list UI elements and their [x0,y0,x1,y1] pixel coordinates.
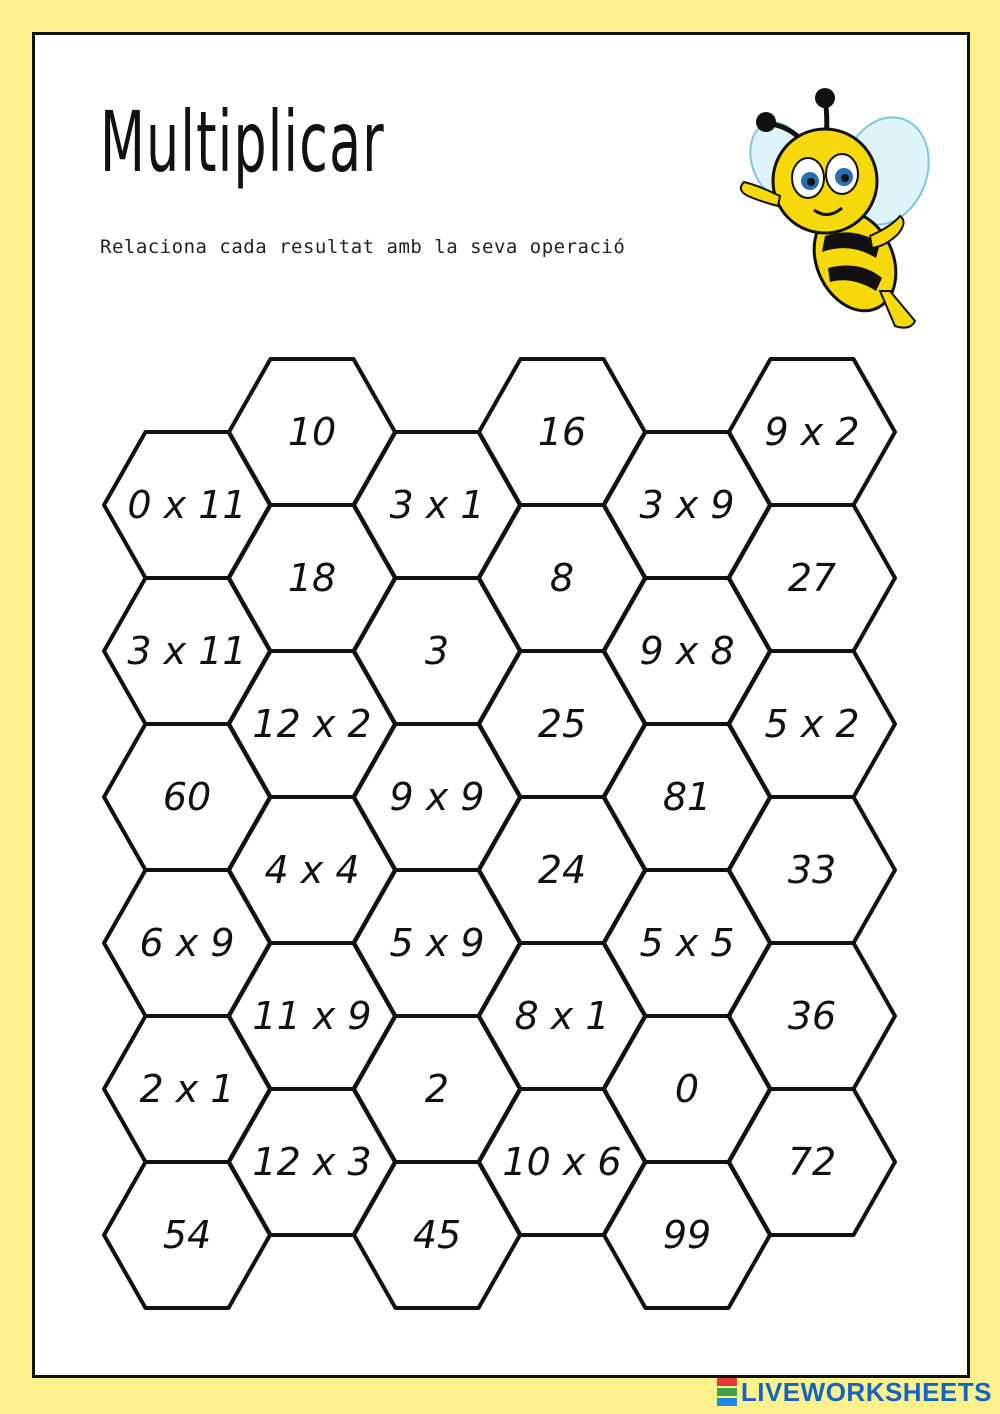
hex-label: 3 x 1 [389,483,485,527]
hex-label: 25 [537,702,587,746]
hex-label: 3 x 9 [639,483,735,527]
brand-name: LIVEWORKSHEETS [740,1376,992,1407]
hex-label: 10 [287,410,337,454]
hex-label: 36 [787,994,837,1038]
instructions: Relaciona cada resultat amb la seva operació [100,236,626,258]
hex-label: 45 [412,1213,462,1257]
hex-label: 16 [537,410,587,454]
hex-label: 9 x 2 [764,410,860,454]
hex-label: 2 [424,1067,450,1111]
hex-label: 5 x 5 [639,921,735,965]
hex-label: 24 [537,848,587,892]
hex-label: 3 [424,629,450,673]
hex-label: 18 [287,556,337,600]
hex-label: 81 [662,775,712,819]
hex-label: 6 x 9 [139,921,235,965]
hex-label: 2 x 1 [139,1067,235,1111]
page-title: Multiplicar [100,93,385,191]
hex-label: 0 [674,1067,700,1111]
hex-label: 99 [662,1213,712,1257]
hex-label: 8 x 1 [514,994,610,1038]
hex-label: 10 x 6 [502,1140,622,1184]
hex-label: 0 x 11 [127,483,247,527]
hex-label: 9 x 8 [639,629,735,673]
hex-label: 54 [162,1213,212,1257]
hex-label: 27 [787,556,837,600]
hex-label: 4 x 4 [264,848,360,892]
hex-label: 3 x 11 [127,629,247,673]
hex-label: 8 [549,556,575,600]
hex-label: 33 [787,848,837,892]
hex-label: 5 x 2 [764,702,860,746]
liveworksheets-logo [717,1376,992,1408]
hex-label: 12 x 3 [252,1140,372,1184]
hex-label: 11 x 9 [252,994,372,1038]
hex-label: 9 x 9 [389,775,485,819]
liveworksheets-logo-icon [717,1378,737,1406]
hex-label: 60 [162,775,212,819]
hex-label: 5 x 9 [389,921,485,965]
hex-label: 72 [787,1140,837,1184]
hex-label: 12 x 2 [252,702,372,746]
